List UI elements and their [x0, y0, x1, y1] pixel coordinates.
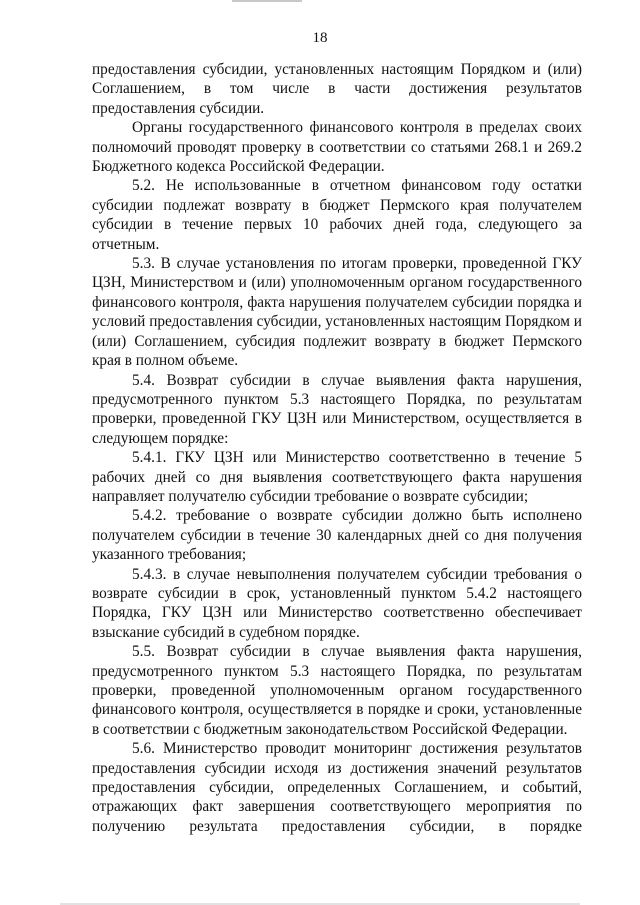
paragraph-5-4-1: 5.4.1. ГКУ ЦЗН или Министерство соответственно в течение 5 рабочих дней со дня выявления соответствующего факта нарушения направляет получателю субсидии требование о возврате субсидии;	[92, 449, 582, 505]
document-body	[92, 60, 582, 836]
paragraph-5-6: 5.6. Министерство проводит мониторинг достижения результатов предоставления субсидии исходя из достижения значений результатов предоставления субсидии, определенных Соглашением, и событий, отражающих факт завершения соответствующего мероприятия по получению результата предоставления субсидии, в порядке	[92, 740, 582, 835]
paragraph-5-4-3: 5.4.3. в случае невыполнения получателем субсидии требования о возврате субсидии в срок, установленный пунктом 5.4.2 настоящего Порядка, ГКУ ЦЗН или Министерство соответственно обеспечивает взыскание субсидий в судебном порядке.	[92, 565, 582, 641]
paragraph-5-4-2: 5.4.2. требование о возврате субсидии должно быть исполнено получателем субсидии в течение 30 календарных дней со дня получения указанного требования;	[92, 507, 582, 564]
page-number: 18	[312, 30, 328, 46]
paragraph-5-5: 5.5. Возврат субсидии в случае выявления факта нарушения, предусмотренного пунктом 5.3 настоящего Порядка, по результатам проверки, проведенной уполномоченным органом государственного финансового контроля, осуществляется в порядке и сроки, установленные в соответствии с бюджетным законодательством Российской Федерации.	[92, 643, 582, 738]
paragraph-financial-control: Органы государственного финансового контроля в пределах своих полномочий проводят проверку в соответствии со статьями 268.1 и 269.2 Бюджетного кодекса Российской Федерации.	[92, 119, 582, 176]
paragraph-5-2: 5.2. Не использованные в отчетном финансовом году остатки субсидии подлежат возврату в бюджет Пермского края получателем субсидии в течение первых 10 рабочих дней года, следующего за отчетным.	[92, 177, 582, 253]
scan-artifact-top	[232, 0, 302, 2]
paragraph-5-4: 5.4. Возврат субсидии в случае выявления факта нарушения, предусмотренного пунктом 5.3 настоящего Порядка, по результатам проверки, проведенной ГКУ ЦЗН или Министерством, осуществляется в следующем порядке:	[92, 371, 582, 447]
paragraph-5-3: 5.3. В случае установления по итогам проверки, проведенной ГКУ ЦЗН, Министерством и (или) уполномоченным органом государственного финансового контроля, факта нарушения получателем субсидии порядка и условий предоставления субсидии, установленных настоящим Порядком и (или) Соглашением, субсидия подлежит возврату в бюджет Пермского края в полном объеме.	[92, 255, 582, 370]
paragraph-continuation: предоставления субсидии, установленных настоящим Порядком и (или) Соглашением, в том числе в части достижения результатов предоставления субсидии.	[92, 61, 582, 117]
